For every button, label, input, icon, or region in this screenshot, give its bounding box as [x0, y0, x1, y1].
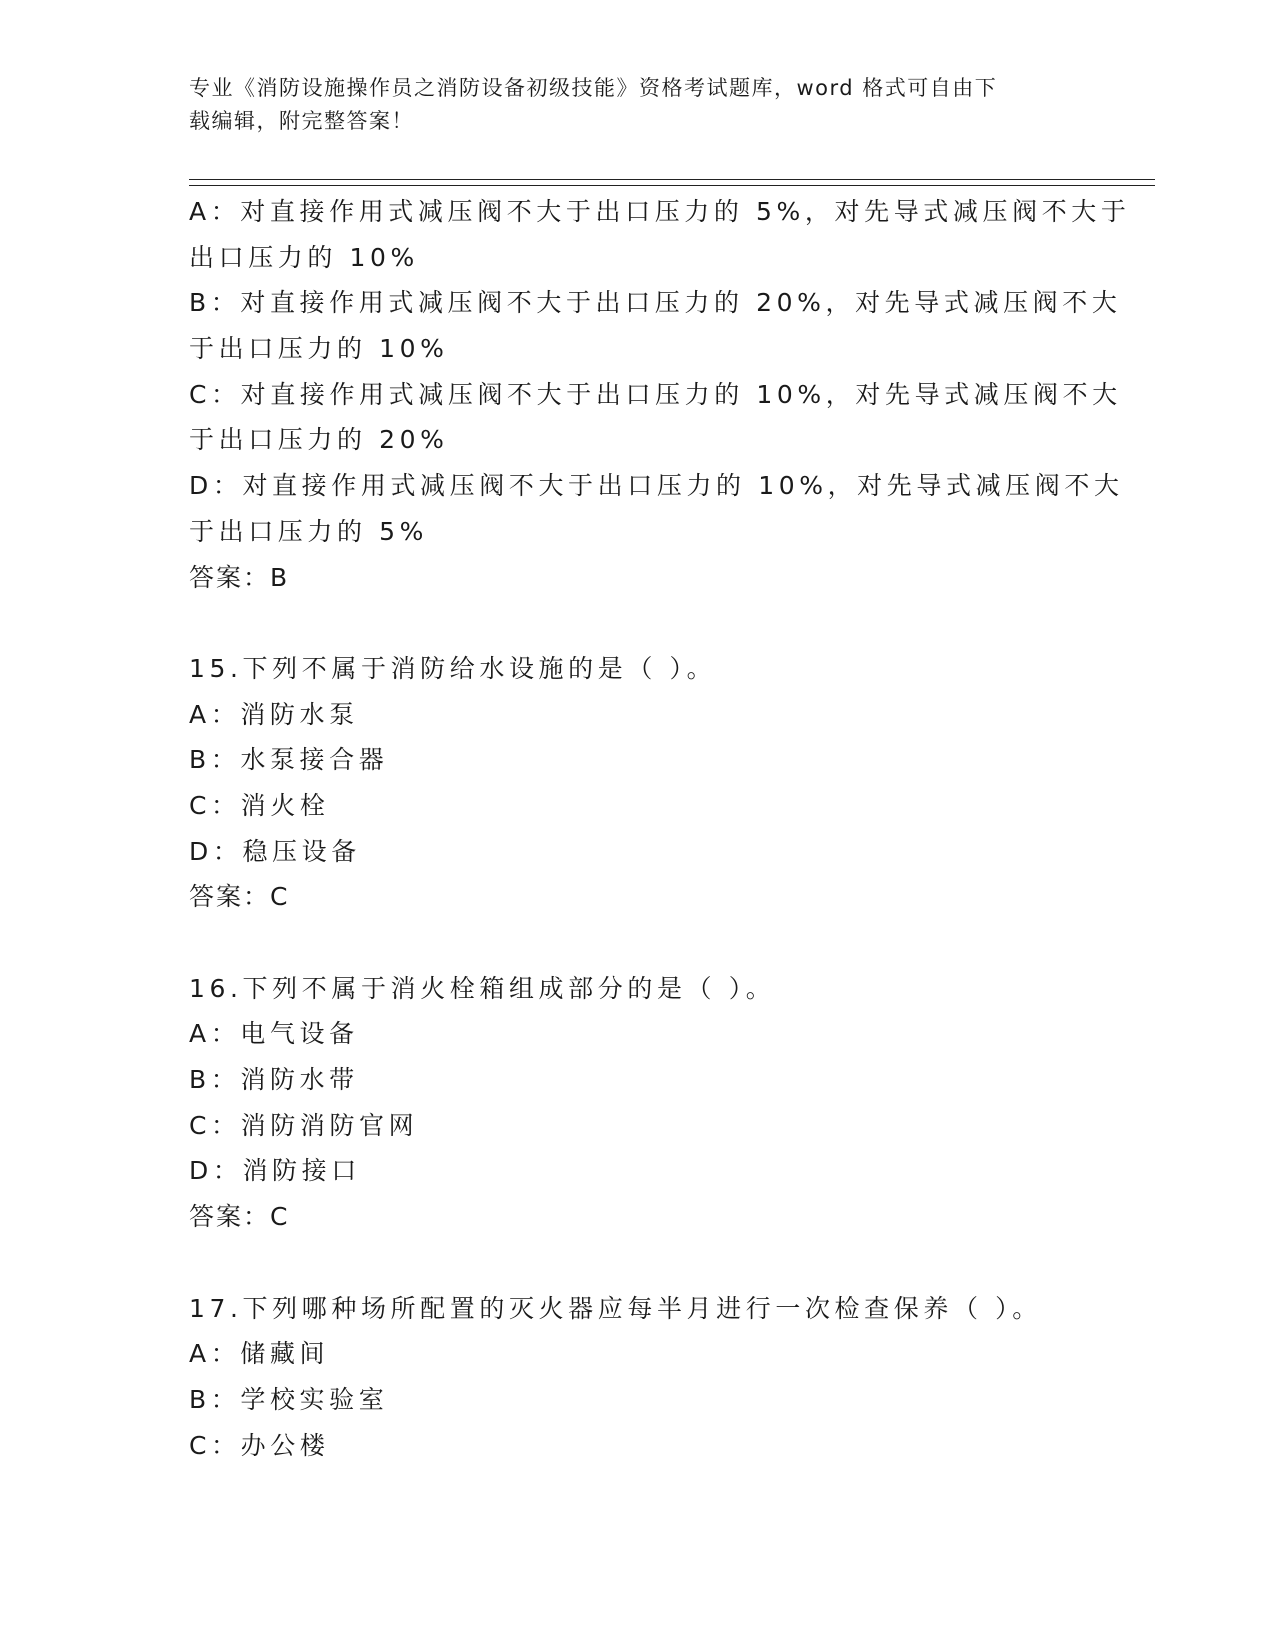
question-15-block: [189, 646, 1089, 920]
q16-option-a: A：电气设备: [189, 1019, 359, 1049]
q15-option-b: B：水泵接合器: [189, 745, 389, 775]
q15-option-c: C：消火栓: [189, 790, 330, 820]
q14-option-c-line-1: C：对直接作用式减压阀不大于出口压力的 10%，对先导式减压阀不大: [189, 379, 1122, 409]
spacer: [189, 600, 1089, 646]
spacer: [189, 920, 1089, 966]
q16-question: 16.下列不属于消火栓箱组成部分的是（ ）。: [189, 973, 776, 1003]
q16-option-b: B：消防水带: [189, 1065, 359, 1095]
question-17-block: [189, 1286, 1089, 1469]
header-divider-top: [189, 179, 1155, 180]
q14-option-b-line-2: 于出口压力的 10%: [189, 334, 449, 364]
q16-option-d: D：消防接口: [189, 1156, 361, 1186]
q14-answer: 答案：B: [189, 562, 290, 592]
header-divider-bottom: [189, 185, 1155, 186]
q15-question: 15.下列不属于消防给水设施的是（ ）。: [189, 653, 717, 683]
q16-answer: 答案：C: [189, 1202, 290, 1232]
q14-option-c-line-2: 于出口压力的 20%: [189, 425, 449, 455]
q15-answer: 答案：C: [189, 882, 290, 912]
q17-option-a: A：储藏间: [189, 1339, 330, 1369]
q17-option-c: C：办公楼: [189, 1430, 330, 1460]
q17-question: 17.下列哪种场所配置的灭火器应每半月进行一次检查保养（ ）。: [189, 1293, 1042, 1323]
spacer: [189, 1240, 1089, 1286]
q14-option-d-line-1: D：对直接作用式减压阀不大于出口压力的 10%，对先导式减压阀不大: [189, 471, 1124, 501]
question-16-block: [189, 966, 1089, 1240]
q15-option-a: A：消防水泵: [189, 699, 359, 729]
question-14-block: [189, 189, 1131, 600]
header-line-1: 专业《消防设施操作员之消防设备初级技能》资格考试题库，word 格式可自由下: [189, 76, 998, 100]
q15-option-d: D：稳压设备: [189, 836, 361, 866]
q14-option-d-line-2: 于出口压力的 5%: [189, 516, 429, 546]
q14-option-a-line-1: A：对直接作用式减压阀不大于出口压力的 5%，对先导式减压阀不大于: [189, 197, 1131, 226]
q14-option-b-line-1: B：对直接作用式减压阀不大于出口压力的 20%，对先导式减压阀不大: [189, 288, 1122, 318]
document-header: [189, 72, 1079, 138]
document-body: [189, 189, 1131, 1468]
q17-option-b: B：学校实验室: [189, 1384, 389, 1414]
header-line-2: 载编辑，附完整答案！: [189, 109, 414, 133]
q14-option-a-line-2: 出口压力的 10%: [189, 242, 419, 272]
q16-option-c: C：消防消防官网: [189, 1110, 419, 1140]
